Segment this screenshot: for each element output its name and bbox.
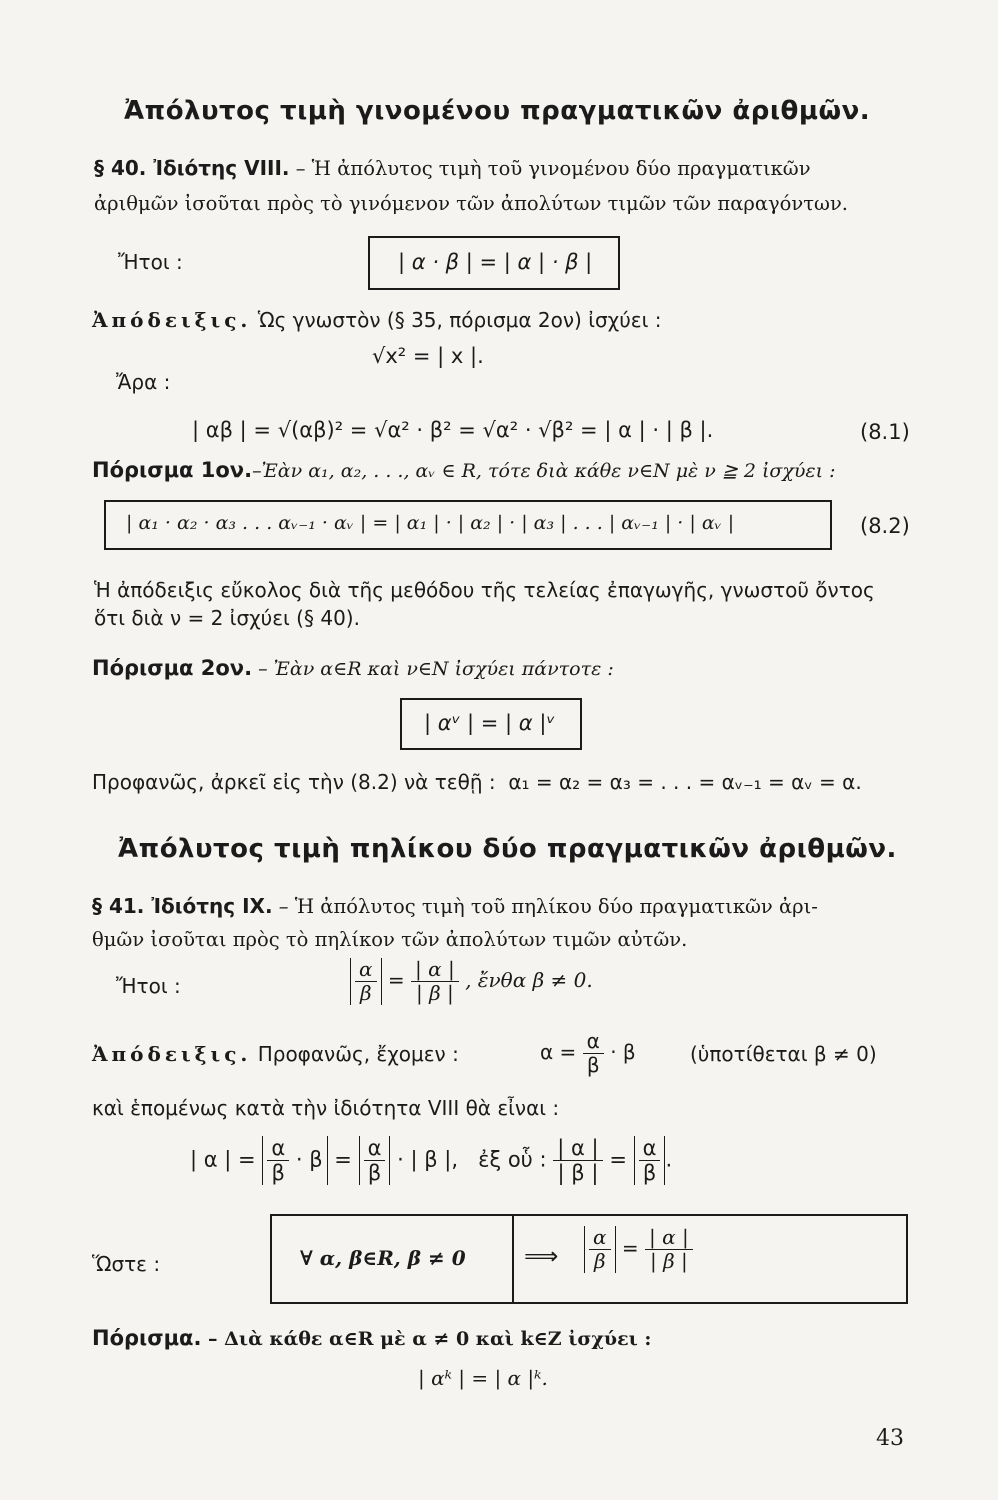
proof-2-den: β (586, 1053, 600, 1077)
equation-8-2: | α₁ · α₂ · α₃ . . . αᵥ₋₁ · αᵥ | = | α₁ | · | α₂ | · | α₃ | . . . | αᵥ₋₁ | · | αᵥ | (126, 512, 735, 534)
proof-2-num: α (583, 1030, 604, 1054)
property-8-formula: | α · β | = | α | · β | (398, 250, 593, 274)
corollary-2-text: – Ἐὰν α∈R καὶ ν∈N ἰσχύει πάντοτε : (252, 658, 614, 680)
corollary-3-text: – Διὰ κάθε α∈R μὲ α ≠ 0 καὶ k∈Z ἰσχύει : (201, 1328, 652, 1350)
section-title-quotient: Ἀπόλυτος τιμὴ πηλίκου δύο πραγματικῶν ἀριθμῶν. (118, 834, 897, 864)
sqrt-formula: √x² = | x |. (372, 344, 484, 368)
hence-line: καὶ ἑπομένως κατὰ τὴν ἰδιότητα VIII θὰ εἶναι : (92, 1096, 560, 1120)
proof-induction-line1: Ἡ ἀπόδειξις εὔκολος διὰ τῆς μεθόδου τῆς τελείας ἐπαγωγῆς, γνωστοῦ ὄντος (94, 578, 875, 602)
proof-1-line (92, 308, 661, 332)
box2-num: α (589, 1226, 611, 1250)
proof-2-text: Προφανῶς, ἔχομεν : (257, 1042, 459, 1066)
corollary-1-text: –Ἐὰν α₁, α₂, . . ., αᵥ ∈ R, τότε διὰ κάθε ν∈N μὲ ν ≧ 2 ἰσχύει : (252, 460, 836, 482)
paragraph-41-text1: – Ἡ ἀπόλυτος τιμὴ τοῦ πηλίκου δύο πραγματικῶν ἀρι- (272, 895, 818, 918)
oste-label: Ὥστε : (92, 1252, 161, 1276)
obviously-formula: α₁ = α₂ = α₃ = . . . = αᵥ₋₁ = αᵥ = α. (508, 770, 862, 794)
equation-8-1-number: (8.1) (860, 420, 910, 444)
chain-term2: · | β |, (397, 1147, 459, 1172)
chain-frac2-den: β (367, 1161, 382, 1186)
paragraph-40-text1: – Ἡ ἀπόλυτος τιμὴ τοῦ γινομένου δύο πραγματικῶν (289, 157, 811, 180)
chain-eq: = (334, 1147, 352, 1172)
quotient-property: $\frac{\alpha}{\beta}$ = $\frac{| \alpha |}{| \beta |}$ , ἔνθα β ≠ 0. (350, 958, 593, 1005)
chain-exou: ἐξ οὗ : (478, 1147, 547, 1172)
chain-eq2: = (609, 1147, 627, 1172)
obviously-line (92, 770, 862, 794)
quotient-num: α (355, 958, 377, 982)
corollary-2-line (92, 656, 614, 680)
proof-1-label: Ἀπόδειξις. (92, 308, 252, 332)
chain-lhs: | α | = (190, 1147, 256, 1172)
corollary-3-line (92, 1326, 651, 1350)
proof-2-label: Ἀπόδειξις. (92, 1042, 252, 1066)
chain-frac2-num: α (364, 1136, 386, 1161)
equation-8-1: | αβ | = √(αβ)² = √α² · β² = √α² · √β² = | α | · | β |. (192, 418, 714, 442)
corollary-1-line (92, 458, 836, 482)
chain-end: . (665, 1147, 673, 1172)
chain-term1: · β (295, 1147, 323, 1172)
corollary-1-label: Πόρισμα 1ον. (92, 458, 253, 482)
proof-2-lhs: α = (540, 1040, 577, 1064)
implies-arrow: ⟹ (524, 1242, 559, 1270)
box2-left: ∀ α, β∈R, β ≠ 0 (300, 1246, 466, 1270)
box2-den: β (593, 1249, 606, 1273)
paragraph-41-line2: θμῶν ἰσοῦται πρὸς τὸ πηλίκον τῶν ἀπολύτων τιμῶν αὐτῶν. (92, 928, 688, 951)
chain-frac1-num: α (267, 1136, 289, 1161)
proof-2-condition: (ὑποτίθεται β ≠ 0) (690, 1042, 877, 1066)
itoi-label-2: Ἤτοι : (116, 974, 181, 998)
ara-label: Ἄρα : (116, 370, 171, 394)
paragraph-41-label: § 41. Ἰδιότης IX. (92, 894, 273, 918)
page-number: 43 (876, 1426, 904, 1451)
proof-induction-line2: ὅτι διὰ ν = 2 ἰσχύει (§ 40). (94, 606, 360, 630)
quotient-condition: , ἔνθα β ≠ 0. (465, 968, 593, 992)
paragraph-40-line2: ἀριθμῶν ἰσοῦται πρὸς τὸ γινόμενον τῶν ἀπολύτων τιμῶν τῶν παραγόντων. (94, 192, 849, 215)
box2-right: $\frac{\alpha}{\beta}$ = $\frac{| \alpha |}{| \beta |}$ (584, 1226, 693, 1273)
corollary-3-formula: | αᵏ | = | α |ᵏ. (418, 1366, 548, 1390)
box-divider (512, 1216, 514, 1302)
corollary-2-label: Πόρισμα 2ον. (92, 656, 253, 680)
itoi-label-1: Ἤτοι : (118, 250, 183, 274)
corollary-2-formula: | αᵛ | = | α |ᵛ (424, 711, 556, 735)
chain-equation (190, 1136, 672, 1185)
proof-1-text: Ὡς γνωστὸν (§ 35, πόρισμα 2ον) ἰσχύει : (257, 308, 662, 332)
quotient-den: β (359, 981, 372, 1005)
proof-2-formula (540, 1030, 636, 1077)
box2-absden: | β | (649, 1249, 688, 1273)
chain-frac1-den: β (271, 1161, 285, 1186)
quotient-absnum: | α | (411, 958, 459, 982)
equation-8-2-number: (8.2) (860, 514, 910, 538)
chain-frac3-den: β (642, 1161, 657, 1186)
proof-2-line (92, 1042, 459, 1066)
section-title-product: Ἀπόλυτος τιμὴ γινομένου πραγματικῶν ἀριθμῶν. (124, 96, 871, 126)
proof-2-rhs: · β (610, 1040, 636, 1064)
obviously-text: Προφανῶς, ἀρκεῖ εἰς τὴν (8.2) νὰ τεθῇ : (92, 770, 496, 794)
paragraph-40-line1 (94, 156, 811, 180)
chain-frac3-num: α (639, 1136, 661, 1161)
corollary-3-label: Πόρισμα. (92, 1326, 202, 1350)
quotient-absden: | β | (415, 981, 454, 1005)
paragraph-41-line1 (92, 894, 818, 918)
chain-absden: | β | (557, 1161, 599, 1186)
chain-absnum: | α | (553, 1136, 602, 1161)
paragraph-40-label: § 40. Ἰδιότης VIII. (94, 156, 290, 180)
box2-absnum: | α | (645, 1226, 693, 1250)
